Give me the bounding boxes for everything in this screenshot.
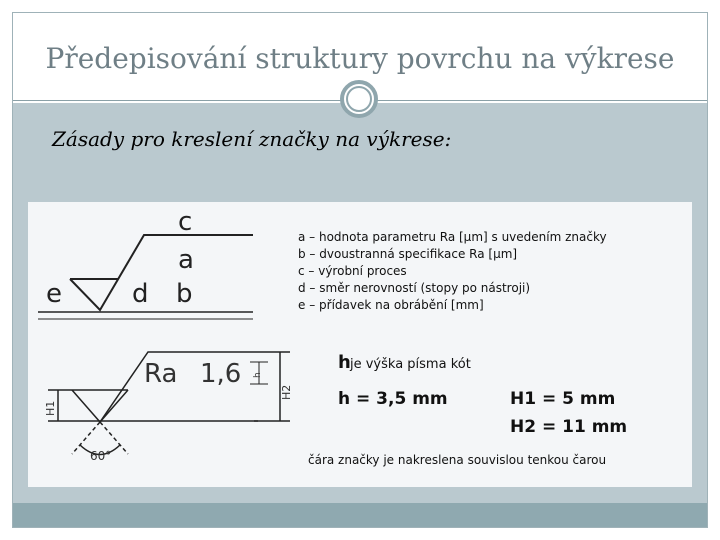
angle-label: 60° (90, 449, 112, 463)
h-small-label: h (253, 372, 263, 378)
legend-item-d: d – směr nerovností (stopy po nástroji) (298, 281, 531, 295)
legend-item-b: b – dvoustranná specifikace Ra [μm] (298, 247, 518, 261)
h-description: je výška písma kót (350, 357, 471, 372)
line-note: čára značky je nakreslena souvislou tenkou čarou (308, 453, 607, 467)
h-bold-letter: h (338, 352, 351, 373)
letter-c: c (178, 207, 193, 237)
figure-drawing (28, 202, 692, 487)
h2-value: H2 = 11 mm (510, 417, 628, 437)
h1-value: H1 = 5 mm (510, 389, 616, 409)
slide-title: Předepisování struktury povrchu na výkrese (45, 42, 675, 75)
legend-item-e: e – přídavek na obrábění [mm] (298, 298, 484, 312)
h1-label: H1 (44, 400, 57, 416)
ra-value: 1,6 (200, 359, 242, 389)
letter-b: b (176, 279, 193, 309)
legend-item-c: c – výrobní proces (298, 264, 407, 278)
h2-label: H2 (280, 384, 293, 400)
legend-item-a: a – hodnota parametru Ra [μm] s uvedením značky (298, 230, 607, 244)
surface-symbol-figure (28, 202, 692, 487)
slide-subtitle: Zásady pro kreslení značky na výkrese: (52, 127, 452, 151)
letter-a: a (178, 245, 194, 275)
letter-e: e (46, 279, 62, 309)
ra-label: Ra (144, 359, 178, 389)
letter-d: d (132, 279, 149, 309)
h-value: h = 3,5 mm (338, 389, 448, 409)
